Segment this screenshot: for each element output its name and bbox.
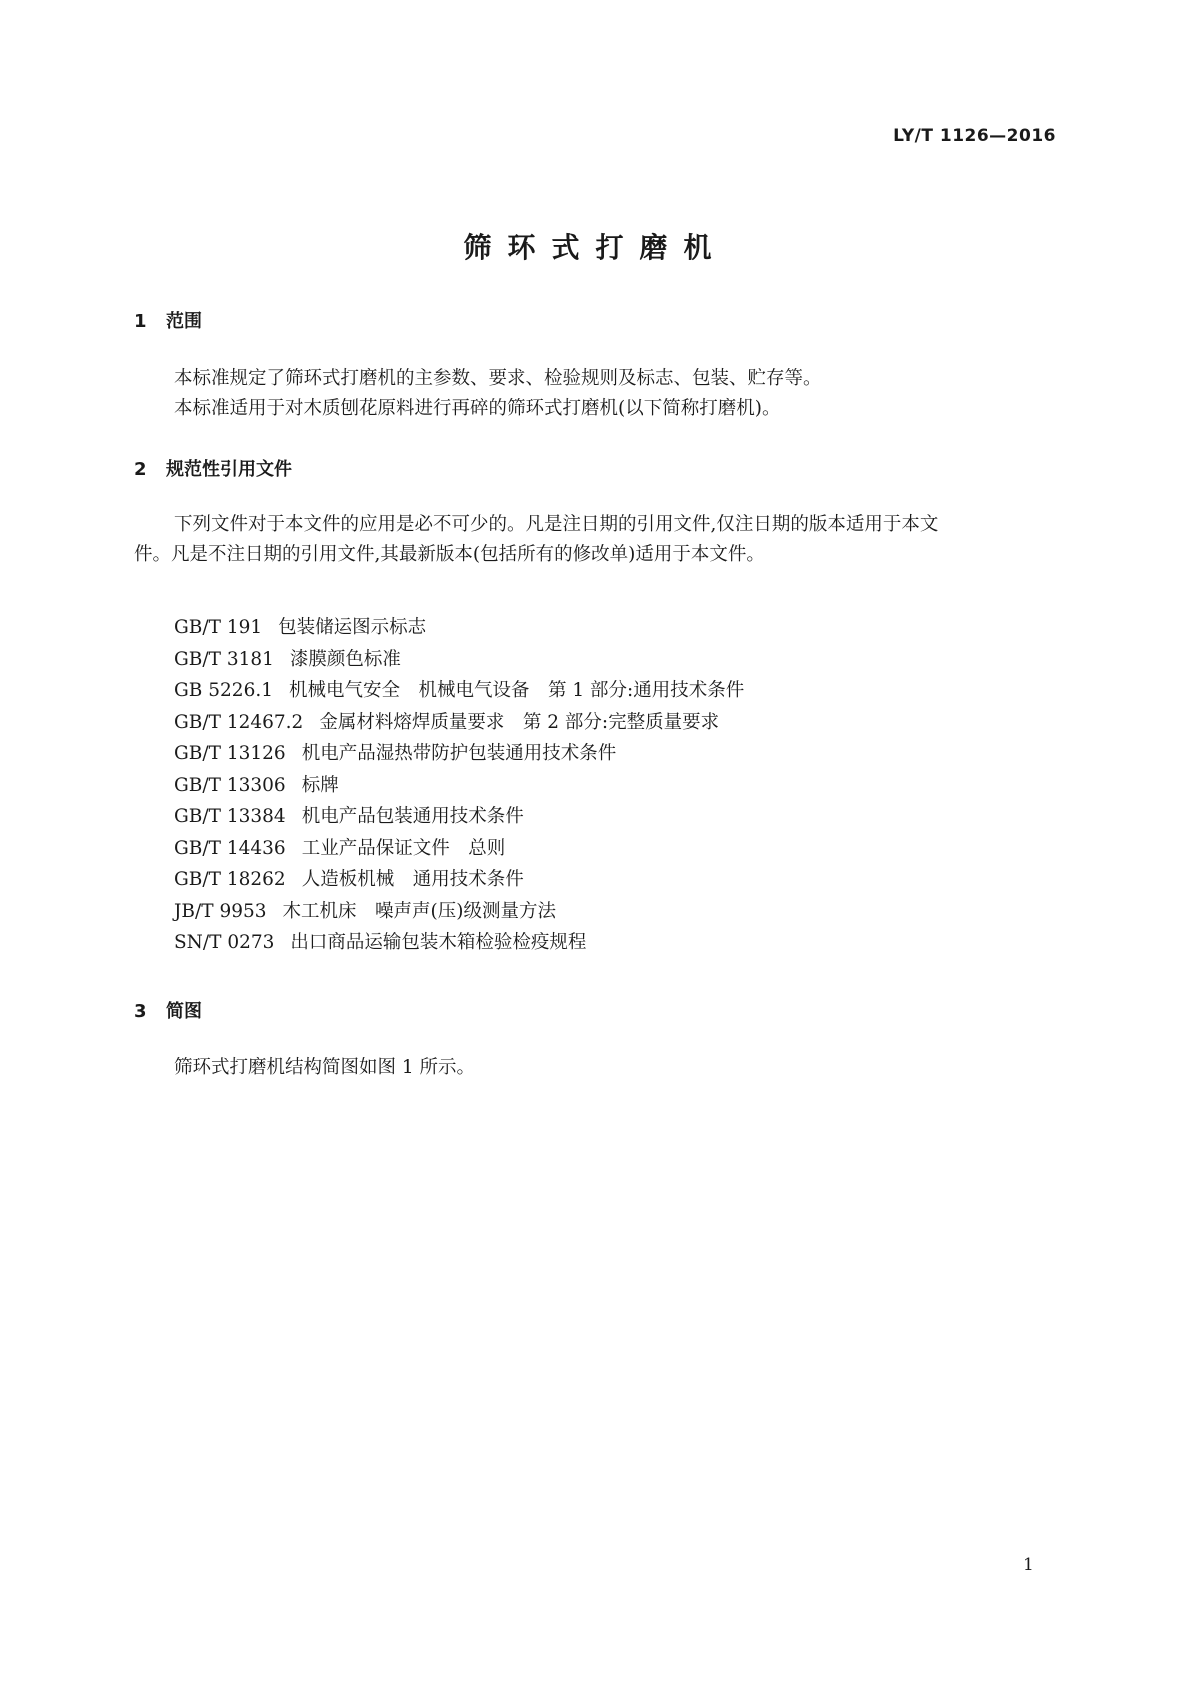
section-1-body [134,364,1059,424]
reference-title: 漆膜颜色标准 [289,648,401,670]
section-number: 1 [134,311,147,332]
reference-item [174,864,744,896]
standard-code: LY/T 1126—2016 [893,126,1056,146]
reference-code: GB 5226.1 [174,680,273,701]
section-1-heading [134,307,202,333]
section-title: 规范性引用文件 [166,459,292,480]
reference-item [174,770,744,802]
reference-title: 木工机床 噪声声(压)级测量方法 [282,900,556,922]
reference-title: 工业产品保证文件 总则 [301,837,506,859]
reference-code: GB/T 13384 [174,806,286,827]
document-title: 筛环式打磨机 [463,231,728,264]
reference-item [174,738,744,770]
reference-code: GB/T 13306 [174,774,286,796]
reference-code: GB/T 191 [174,617,263,638]
reference-code: GB/T 14436 [174,837,286,859]
reference-title: 金属材料熔焊质量要求 第 2 部分:完整质量要求 [319,711,720,733]
reference-title: 机电产品包装通用技术条件 [301,806,524,827]
reference-item [174,927,744,959]
paragraph-line: 下列文件对于本文件的应用是必不可少的。凡是注日期的引用文件,仅注日期的版本适用于本文 [174,514,939,535]
reference-title: 机电产品湿热带防护包装通用技术条件 [301,743,617,764]
reference-code: SN/T 0273 [174,932,275,953]
paragraph-line: 件。凡是不注日期的引用文件,其最新版本(包括所有的修改单)适用于本文件。 [134,544,765,565]
section-3-body [134,1053,1059,1083]
reference-code: GB/T 12467.2 [174,711,304,733]
reference-code: GB/T 18262 [174,869,286,890]
page-number: 1 [1023,1555,1034,1575]
reference-item [174,896,744,928]
section-title: 简图 [166,1001,202,1022]
reference-title: 出口商品运输包装木箱检验检疫规程 [290,932,587,953]
normative-references-list [174,612,744,959]
reference-item [174,675,744,707]
reference-item [174,707,744,739]
reference-item [174,801,744,833]
reference-title: 人造板机械 通用技术条件 [301,869,524,890]
reference-code: JB/T 9953 [174,900,267,922]
section-2-heading [134,455,292,481]
reference-code: GB/T 13126 [174,743,286,764]
reference-title: 包装储运图示标志 [278,617,427,638]
reference-item [174,644,744,676]
section-title: 范围 [166,311,202,332]
section-number: 2 [134,459,147,480]
paragraph-line: 筛环式打磨机结构简图如图 1 所示。 [174,1057,476,1078]
section-3-heading [134,997,202,1023]
reference-code: GB/T 3181 [174,648,274,670]
paragraph-line: 本标准规定了筛环式打磨机的主参数、要求、检验规则及标志、包装、贮存等。 [174,368,822,389]
section-2-body [134,510,1059,570]
section-number: 3 [134,1001,147,1022]
reference-title: 机械电气安全 机械电气设备 第 1 部分:通用技术条件 [289,680,745,701]
paragraph-line: 本标准适用于对木质刨花原料进行再碎的筛环式打磨机(以下简称打磨机)。 [174,398,781,419]
reference-item [174,612,744,644]
reference-title: 标牌 [301,774,339,796]
reference-item [174,833,744,865]
